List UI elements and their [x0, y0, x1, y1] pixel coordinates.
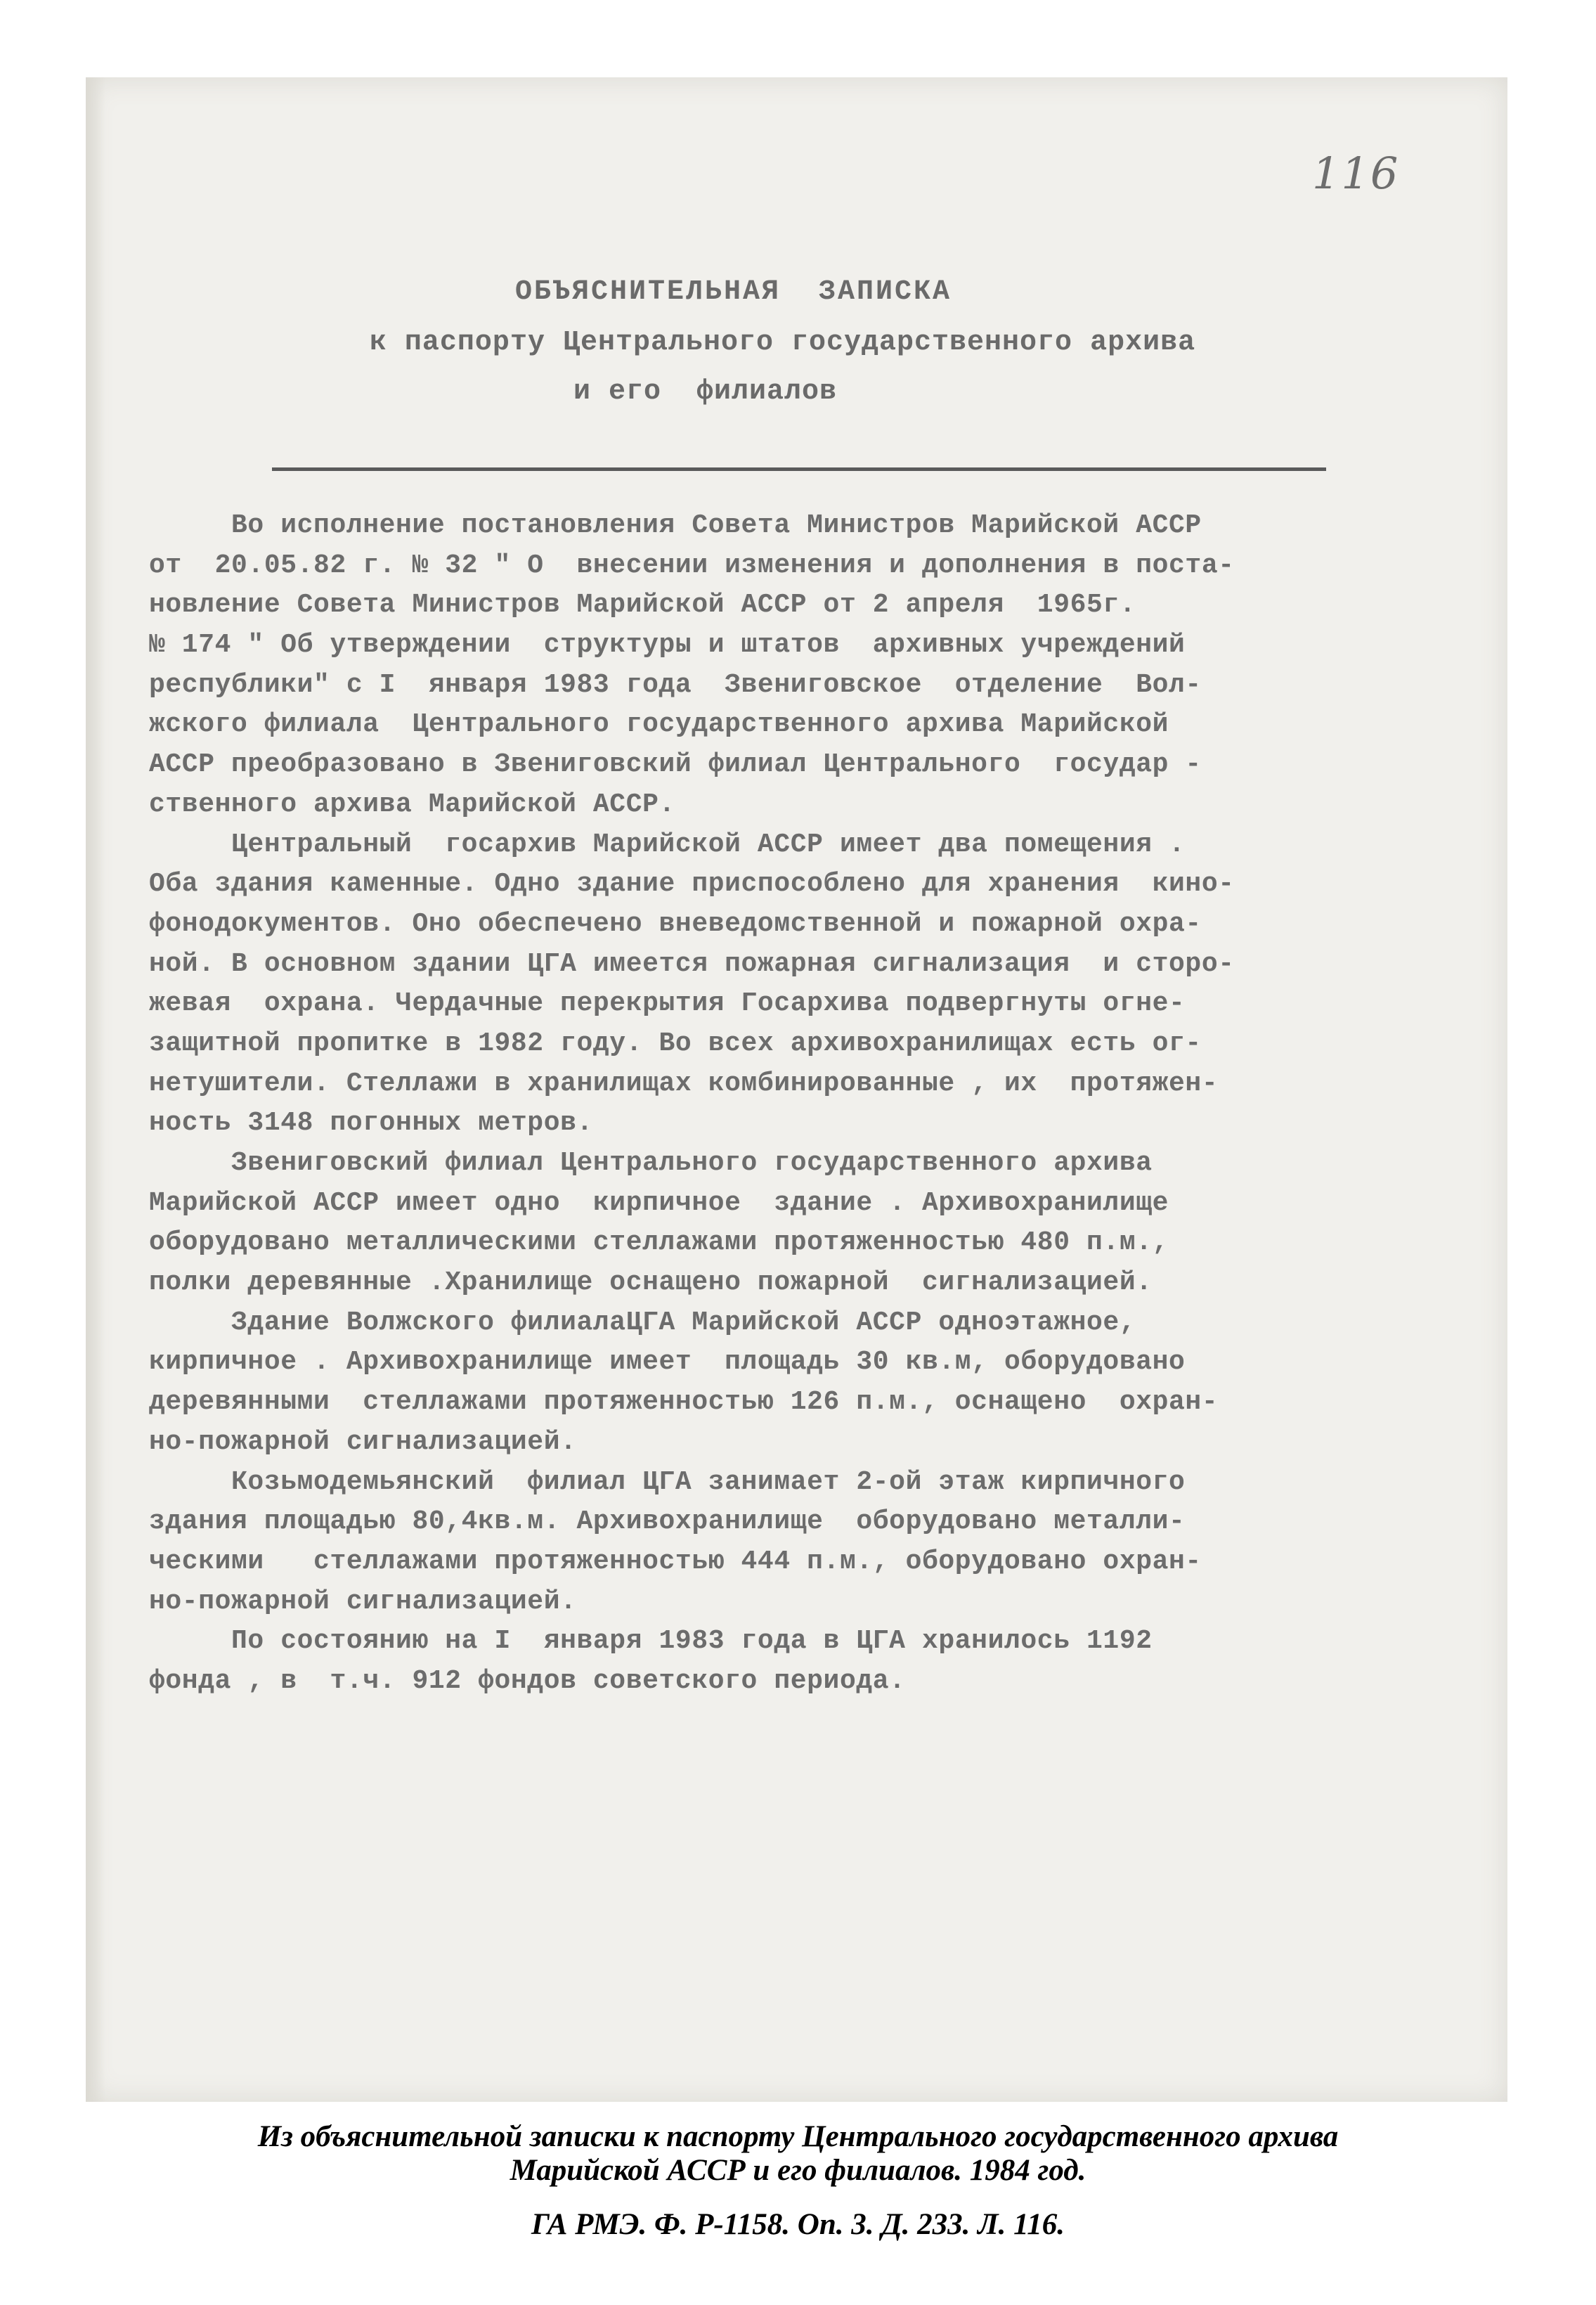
body-line: но-пожарной сигнализацией.: [149, 1426, 577, 1457]
body-line: ческими стеллажами протяженностью 444 п.м., оборудовано охран-: [149, 1546, 1202, 1577]
caption-line-1: Из объяснительной записки к паспорту Центрального государственного архива: [257, 2120, 1339, 2153]
body-line: Во исполнение постановления Совета Министров Марийской АССР: [149, 510, 1202, 541]
body-line: полки деревянные .Хранилище оснащено пожарной сигнализацией.: [149, 1267, 1153, 1298]
body-line: Центральный госархив Марийской АССР имеет два помещения .: [149, 829, 1186, 860]
body-line: от 20.05.82 г. № 32 " О внесении изменения и дополнения в поста-: [149, 550, 1235, 581]
body-line: ной. В основном здании ЦГА имеется пожарная сигнализация и сторо-: [149, 948, 1235, 979]
body-line: Оба здания каменные. Одно здание приспособлено для хранения кино-: [149, 869, 1235, 900]
body-line: жевая охрана. Чердачные перекрытия Госархива подвергнуты огне-: [149, 988, 1186, 1019]
body-line: Козьмодемьянский филиал ЦГА занимает 2-ой этаж кирпичного: [149, 1466, 1186, 1497]
body-line: ность 3148 погонных метров.: [149, 1108, 593, 1139]
body-line: здания площадью 80,4кв.м. Архивохранилище оборудовано металли-: [149, 1506, 1186, 1537]
body-line: № 174 " Об утверждении структуры и штатов архивных учреждений: [149, 630, 1186, 661]
handwritten-folio-number: 116: [1312, 148, 1400, 199]
body-line: нетушители. Стеллажи в хранилищах комбинированные , их протяжен-: [149, 1068, 1219, 1099]
body-line: фонда , в т.ч. 912 фондов советского периода.: [149, 1665, 906, 1696]
body-line: кирпичное . Архивохранилище имеет площадь 30 кв.м, оборудовано: [149, 1347, 1186, 1378]
body-line: республики" с I января 1983 года Звениговское отделение Вол-: [149, 669, 1202, 700]
document-subtitle-line-2: и его филиалов: [573, 376, 838, 408]
body-line: деревянными стеллажами протяженностью 126 п.м., оснащено охран-: [149, 1387, 1219, 1418]
caption-line-2: Марийской АССР и его филиалов. 1984 год.: [510, 2154, 1086, 2187]
body-line: оборудовано металлическими стеллажами протяженностью 480 п.м.,: [149, 1227, 1169, 1258]
body-line: Звениговский филиал Центрального государственного архива: [149, 1148, 1153, 1178]
body-line: защитной пропитке в 1982 году. Во всех архивохранилищах есть ог-: [149, 1028, 1202, 1059]
typed-body-text: [149, 506, 1470, 1702]
body-line: ственного архива Марийской АССР.: [149, 789, 675, 820]
body-line: Здание Волжского филиалаЦГА Марийской АССР одноэтажное,: [149, 1307, 1136, 1338]
document-sheet: [86, 77, 1507, 2102]
archive-source-reference: ГА РМЭ. Ф. Р-1158. Оп. 3. Д. 233. Л. 116.: [531, 2208, 1065, 2241]
body-line: фонодокументов. Оно обеспечено вневедомственной и пожарной охра-: [149, 908, 1202, 939]
document-title: ОБЪЯСНИТЕЛЬНАЯ ЗАПИСКА: [514, 276, 952, 308]
title-underline: [272, 467, 1326, 471]
body-line: АССР преобразовано в Звениговский филиал Центрального государ -: [149, 749, 1202, 780]
document-subtitle-line-1: к паспорту Центрального государственного архива: [369, 327, 1196, 359]
body-line: новление Совета Министров Марийской АССР от 2 апреля 1965г.: [149, 590, 1136, 621]
body-line: жского филиала Центрального государственного архива Марийской: [149, 709, 1169, 740]
body-line: но-пожарной сигнализацией.: [149, 1586, 577, 1617]
body-line: По состоянию на I января 1983 года в ЦГА хранилось 1192: [149, 1626, 1153, 1657]
body-line: Марийской АССР имеет одно кирпичное здание . Архивохранилище: [149, 1187, 1169, 1218]
